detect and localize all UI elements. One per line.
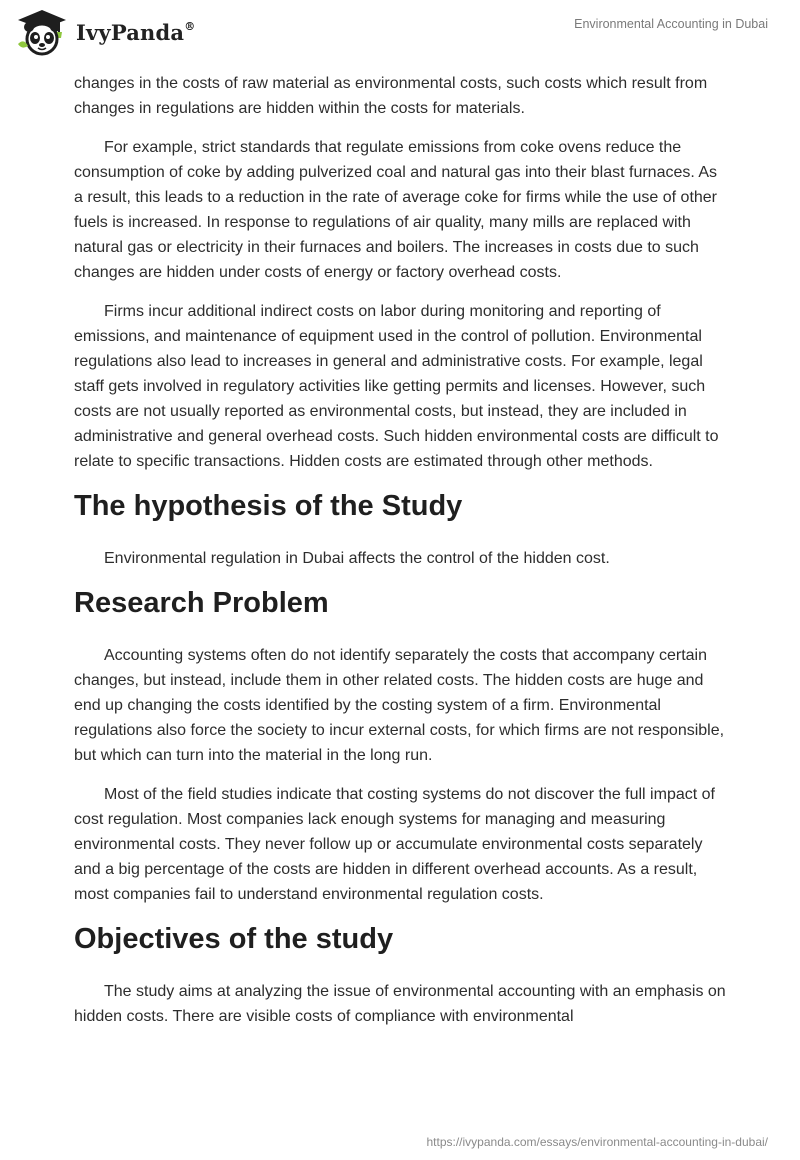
logo-text: IvyPanda® bbox=[76, 19, 196, 45]
paragraph: The study aims at analyzing the issue of environmental accounting with an emphasis on hidden costs. There are visible costs of compliance with environmental bbox=[74, 983, 726, 1025]
logo[interactable] bbox=[14, 8, 195, 56]
essay-content bbox=[74, 71, 730, 1043]
paragraph: Firms incur additional indirect costs on labor during monitoring and reporting of emissions, and maintenance of equipment used in the control of pollution. Environmental regulations also lead to increases in general and administrative costs. For example, legal staff gets involved in regulatory activities like getting permits and licenses. However, such costs are not usually reported as environmental costs, but instead, they are included in administrative and general overhead costs. Such hidden environmental costs are difficult to relate to specific transactions. Hidden costs are estimated through other methods. bbox=[74, 303, 719, 470]
section-heading-hypothesis: The hypothesis of the Study bbox=[74, 490, 463, 522]
page-header bbox=[0, 0, 800, 64]
footer-source-link[interactable]: https://ivypanda.com/essays/environmental-accounting-in-dubai/ bbox=[426, 1135, 768, 1149]
paragraph: Environmental regulation in Dubai affects the control of the hidden cost. bbox=[104, 550, 610, 567]
section-heading-research-problem: Research Problem bbox=[74, 587, 329, 619]
paragraph: Accounting systems often do not identify separately the costs that accompany certain changes, but instead, include them in other related costs. The hidden costs are huge and end up changing the costs identified by the costing system of a firm. Environmental regulations also force the society to incur external costs, for which firms are not responsible, but which can turn into the material in the long run. bbox=[74, 647, 725, 764]
paragraph: For example, strict standards that regulate emissions from coke ovens reduce the consumption of coke by adding pulverized coal and natural gas into their blast furnaces. As a result, this leads to a reduction in the rate of average coke for firms while the use of other fuels is increased. In response to regulations of air quality, many mills are replaced with natural gas or electricity in their furnaces and boilers. The increases in costs due to such changes are hidden under costs of energy or factory overhead costs. bbox=[74, 139, 718, 281]
paragraph: Most of the field studies indicate that costing systems do not discover the full impact of cost regulation. Most companies lack enough systems for managing and measuring environmental costs. They never follow up or accumulate environmental costs separately and a big percentage of the costs are hidden in different overhead accounts. As a result, most companies fail to understand environmental regulation costs. bbox=[74, 786, 715, 903]
section-heading-objectives: Objectives of the study bbox=[74, 923, 394, 955]
panda-logo-icon bbox=[14, 8, 70, 56]
document-title: Environmental Accounting in Dubai bbox=[574, 17, 768, 31]
paragraph: changes in the costs of raw material as environmental costs, such costs which result from changes in regulations are hidden within the costs for materials. bbox=[74, 75, 708, 117]
